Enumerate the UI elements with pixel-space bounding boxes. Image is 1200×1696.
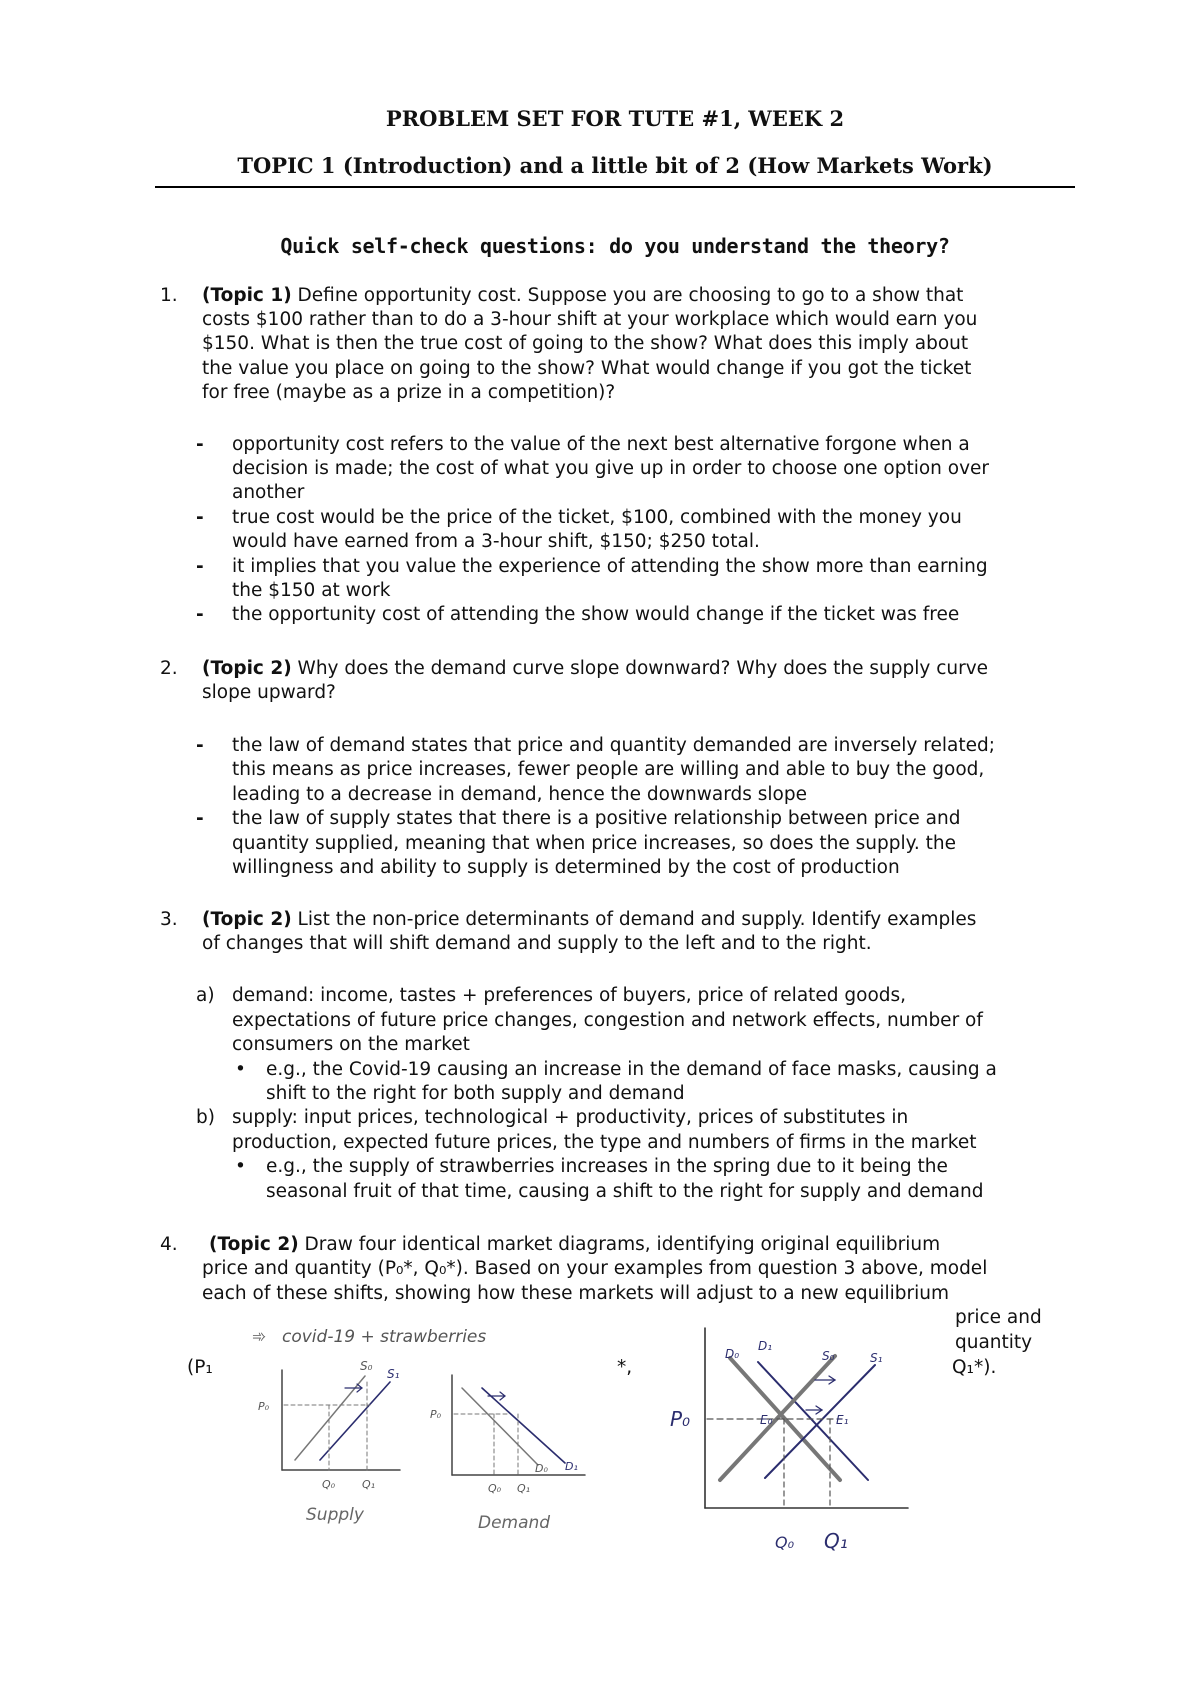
q3-b-line-2: production, expected future prices, the type and numbers of firms in the market bbox=[232, 1132, 977, 1153]
q3-b-label: b) bbox=[196, 1107, 215, 1128]
q1-answer-line-5: would have earned from a 3-hour shift, $150; $250 total. bbox=[232, 531, 760, 552]
q1-bullet-4: - bbox=[196, 604, 204, 625]
q3-a-line-3: consumers on the market bbox=[232, 1034, 470, 1055]
q3-line-2: of changes that will shift demand and supply to the left and to the right. bbox=[202, 933, 872, 954]
demand-diagram bbox=[430, 1375, 585, 1533]
eq-curve-s0 bbox=[720, 1356, 835, 1480]
q4-right-3: Q₁*). bbox=[952, 1357, 997, 1378]
note-arrow-icon: ➾ bbox=[252, 1327, 267, 1347]
q2-topic-tag: (Topic 2) bbox=[202, 658, 292, 679]
q2-answer-line-3: leading to a decrease in demand, hence the downwards slope bbox=[232, 784, 807, 805]
q3-a-line-1: demand: income, tastes + preferences of buyers, price of related goods, bbox=[232, 985, 907, 1006]
q3-topic-tag: (Topic 2) bbox=[202, 909, 292, 930]
q1-text-1: Define opportunity cost. Suppose you are choosing to go to a show that bbox=[291, 285, 964, 306]
q3-a-label: a) bbox=[196, 985, 215, 1006]
q4-line-1 bbox=[209, 1233, 940, 1258]
q1-line-2: costs $100 rather than to do a 3-hour shift at your workplace which would earn you bbox=[202, 309, 978, 330]
demand-caption: Demand bbox=[478, 1513, 551, 1533]
q1-answer-line-8: the opportunity cost of attending the show would change if the ticket was free bbox=[232, 604, 960, 625]
eq-label-e0: E₀ bbox=[760, 1413, 773, 1427]
q1-bullet-2: - bbox=[196, 507, 204, 528]
q2-bullet-2: - bbox=[196, 808, 204, 829]
q2-answer-line-1: the law of demand states that price and quantity demanded are inversely related; bbox=[232, 735, 995, 756]
q3-b-example-1: e.g., the supply of strawberries increases in the spring due to it being the bbox=[266, 1156, 948, 1177]
q3-text-1: List the non-price determinants of demand and supply. Identify examples bbox=[291, 909, 977, 930]
q2-answer-line-5: quantity supplied, meaning that when price increases, so does the supply. the bbox=[232, 833, 957, 854]
q4-mid-fragment: *, bbox=[617, 1357, 633, 1378]
supply-curve-s1 bbox=[320, 1382, 390, 1460]
q4-line-2: price and quantity (P₀*, Q₀*). Based on your examples from question 3 above, model bbox=[202, 1258, 988, 1279]
q1-answer-line-4: true cost would be the price of the ticket, $100, combined with the money you bbox=[232, 507, 962, 528]
eq-label-s0: S₀ bbox=[822, 1349, 835, 1363]
q3-a-example-1: e.g., the Covid-19 causing an increase in the demand of face masks, causing a bbox=[266, 1059, 997, 1080]
q4-text-1: Draw four identical market diagrams, identifying original equilibrium bbox=[298, 1234, 941, 1255]
demand-label-p0: P₀ bbox=[430, 1408, 442, 1421]
q2-line-1 bbox=[202, 657, 988, 682]
sketch-note bbox=[252, 1327, 486, 1347]
q1-topic-tag: (Topic 1) bbox=[202, 285, 292, 306]
q1-line-1 bbox=[202, 284, 963, 309]
eq-label-d0: D₀ bbox=[725, 1347, 740, 1361]
q2-answer-line-2: this means as price increases, fewer people are willing and able to buy the good, bbox=[232, 759, 985, 780]
title-underline bbox=[155, 186, 1075, 188]
note-text: covid-19 + strawberries bbox=[282, 1327, 487, 1347]
q1-bullet-3: - bbox=[196, 556, 204, 577]
q1-line-3: $150. What is then the true cost of going to the show? What does this imply about bbox=[202, 333, 969, 354]
q3-b-bullet: • bbox=[235, 1156, 246, 1177]
handwritten-market-diagrams bbox=[0, 1320, 1200, 1560]
q3-b-line-1: supply: input prices, technological + productivity, prices of substitutes in bbox=[232, 1107, 909, 1128]
section-heading: Quick self-check questions: do you understand the theory? bbox=[280, 234, 950, 258]
q1-answer-line-6: it implies that you value the experience of attending the show more than earning bbox=[232, 556, 988, 577]
supply-label-s1: S₁ bbox=[387, 1367, 400, 1381]
q1-bullet-1: - bbox=[196, 434, 204, 455]
q1-answer-line-3: another bbox=[232, 482, 305, 503]
q2-bullet-1: - bbox=[196, 735, 204, 756]
eq-label-e1: E₁ bbox=[836, 1413, 849, 1427]
q3-line-1 bbox=[202, 908, 976, 933]
q2-line-2: slope upward? bbox=[202, 682, 336, 703]
document-title: PROBLEM SET FOR TUTE #1, WEEK 2 bbox=[385, 106, 845, 131]
q1-line-4: the value you place on going to the show? What would change if you got the ticket bbox=[202, 358, 972, 379]
demand-label-d0: D₀ bbox=[535, 1462, 548, 1475]
supply-label-q1: Q₁ bbox=[362, 1478, 376, 1491]
equilibrium-diagram bbox=[670, 1328, 908, 1553]
q3-number: 3. bbox=[160, 909, 178, 930]
q3-a-bullet: • bbox=[235, 1059, 246, 1080]
q2-answer-line-6: willingness and ability to supply is determined by the cost of production bbox=[232, 857, 900, 878]
topic-line: TOPIC 1 (Introduction) and a little bit of 2 (How Markets Work) bbox=[237, 153, 993, 178]
q3-b-example-2: seasonal fruit of that time, causing a shift to the right for supply and demand bbox=[266, 1181, 984, 1202]
supply-label-q0: Q₀ bbox=[322, 1478, 336, 1491]
q4-right-2: quantity bbox=[955, 1332, 1033, 1353]
supply-caption: Supply bbox=[306, 1505, 364, 1525]
q3-a-example-2: shift to the right for both supply and demand bbox=[266, 1083, 685, 1104]
eq-label-q1: Q₁ bbox=[824, 1529, 848, 1553]
q4-left-fragment: (P₁ bbox=[187, 1357, 213, 1378]
q1-answer-line-7: the $150 at work bbox=[232, 580, 391, 601]
supply-label-p0: P₀ bbox=[258, 1400, 270, 1413]
eq-label-p0: P₀ bbox=[670, 1407, 691, 1431]
q1-number: 1. bbox=[160, 285, 178, 306]
q4-number: 4. bbox=[160, 1234, 178, 1255]
eq-curve-s1 bbox=[765, 1365, 875, 1478]
q1-answer-line-2: decision is made; the cost of what you give up in order to choose one option over bbox=[232, 458, 990, 479]
eq-label-d1: D₁ bbox=[758, 1339, 773, 1353]
q4-topic-tag: (Topic 2) bbox=[209, 1234, 299, 1255]
q1-answer-line-1: opportunity cost refers to the value of the next best alternative forgone when a bbox=[232, 434, 970, 455]
q2-answer-line-4: the law of supply states that there is a positive relationship between price and bbox=[232, 808, 961, 829]
demand-label-d1: D₁ bbox=[565, 1460, 578, 1473]
supply-diagram bbox=[258, 1359, 400, 1525]
q2-text-1: Why does the demand curve slope downward? Why does the supply curve bbox=[291, 658, 989, 679]
q3-a-line-2: expectations of future price changes, congestion and network effects, number of bbox=[232, 1010, 983, 1031]
q4-line-3: each of these shifts, showing how these markets will adjust to a new equilibrium bbox=[202, 1283, 950, 1304]
q1-line-5: for free (maybe as a prize in a competition)? bbox=[202, 382, 616, 403]
demand-label-q0: Q₀ bbox=[488, 1482, 502, 1495]
q2-number: 2. bbox=[160, 658, 178, 679]
q4-right-1: price and bbox=[955, 1307, 1042, 1328]
eq-label-s1: S₁ bbox=[870, 1351, 883, 1365]
demand-label-q1: Q₁ bbox=[517, 1482, 531, 1495]
supply-label-s0: S₀ bbox=[360, 1359, 373, 1373]
eq-label-q0: Q₀ bbox=[775, 1533, 795, 1552]
